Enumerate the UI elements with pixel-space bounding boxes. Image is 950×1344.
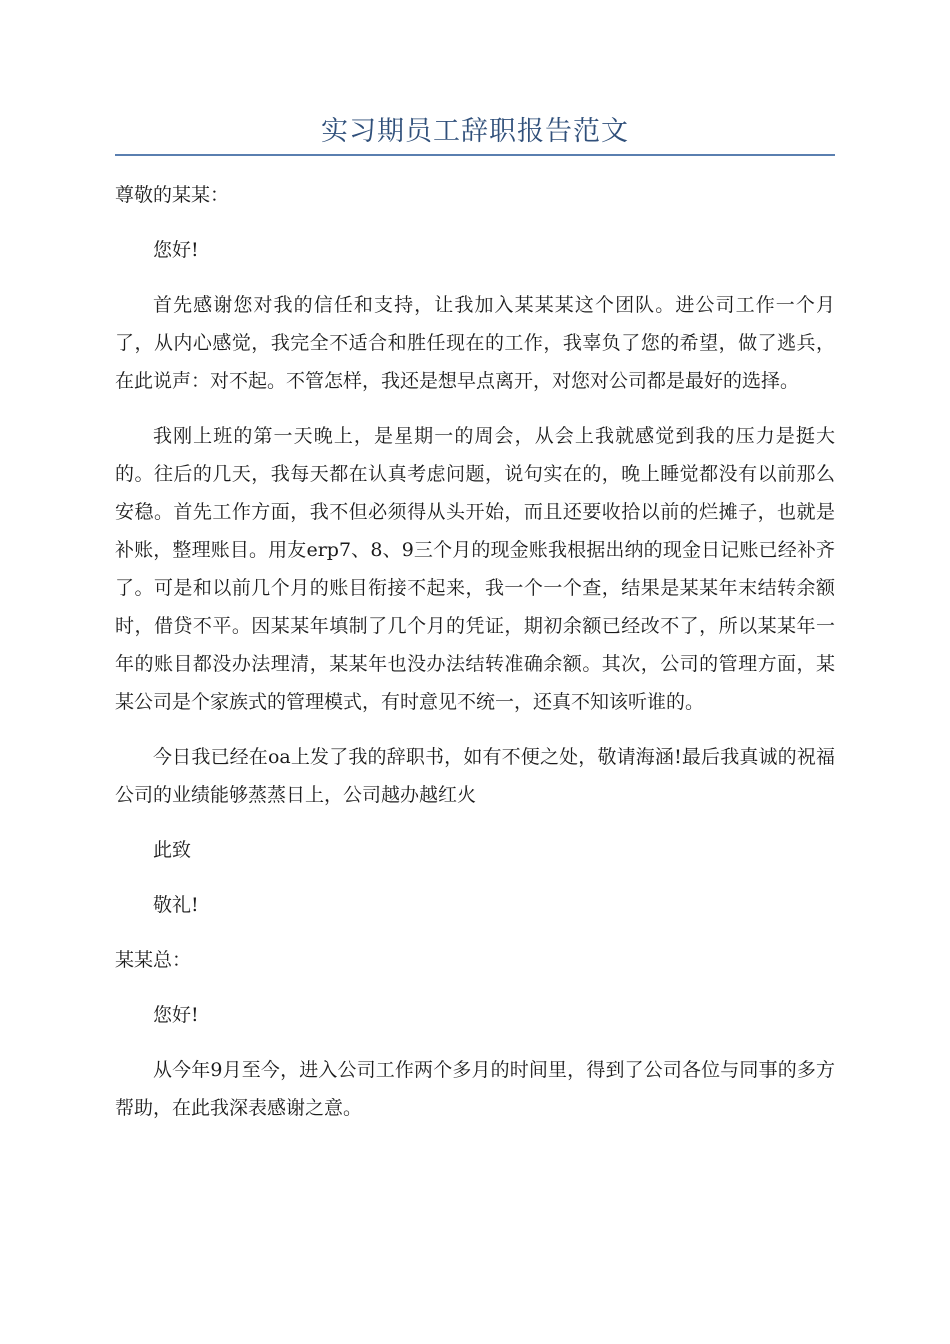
closing-cizhi: 此致: [153, 839, 192, 861]
document-body: [115, 176, 835, 1144]
second-salutation-paragraph: 某某总：: [115, 949, 192, 971]
second-body-paragraph: 从今年9月至今，进入公司工作两个多月的时间里，得到了公司各位与同事的多方帮助，在此我深表感谢之意。: [115, 1059, 835, 1119]
greeting-paragraph: 您好!: [153, 239, 199, 261]
closing-jingli: 敬礼!: [153, 894, 199, 916]
title-underline: [115, 154, 835, 156]
second-greeting-paragraph: 您好!: [153, 1004, 199, 1026]
body-paragraph-thanks: 首先感谢您对我的信任和支持，让我加入某某某这个团队。进公司工作一个月了，从内心感觉，我完全不适合和胜任现在的工作，我辜负了您的希望，做了逃兵，在此说声：对不起。不管怎样，我还是想早点离开，对您对公司都是最好的选择。: [115, 294, 835, 392]
body-paragraph-reasons: 我刚上班的第一天晚上，是星期一的周会，从会上我就感觉到我的压力是挺大的。往后的几天，我每天都在认真考虑问题，说句实在的，晚上睡觉都没有以前那么安稳。首先工作方面，我不但必须得从头开始，而且还要收拾以前的烂摊子，也就是补账，整理账目。用友erp7、8、9三个月的现金账我根据出纳的现金日记账已经补齐了。可是和以前几个月的账目衔接不起来，我一个一个查，结果是某某年末结转余额时，借贷不平。因某某年填制了几个月的凭证，期初余额已经改不了，所以某某年一年的账目都没办法理清，某某年也没办法结转准确余额。其次，公司的管理方面，某某公司是个家族式的管理模式，有时意见不统一，还真不知该听谁的。: [115, 425, 835, 713]
salutation-paragraph: 尊敬的某某：: [115, 184, 230, 206]
body-paragraph-closing: 今日我已经在oa上发了我的辞职书，如有不便之处，敬请海涵!最后我真诚的祝福公司的业绩能够蒸蒸日上，公司越办越红火: [115, 746, 835, 806]
document-title: 实习期员工辞职报告范文: [321, 116, 629, 147]
